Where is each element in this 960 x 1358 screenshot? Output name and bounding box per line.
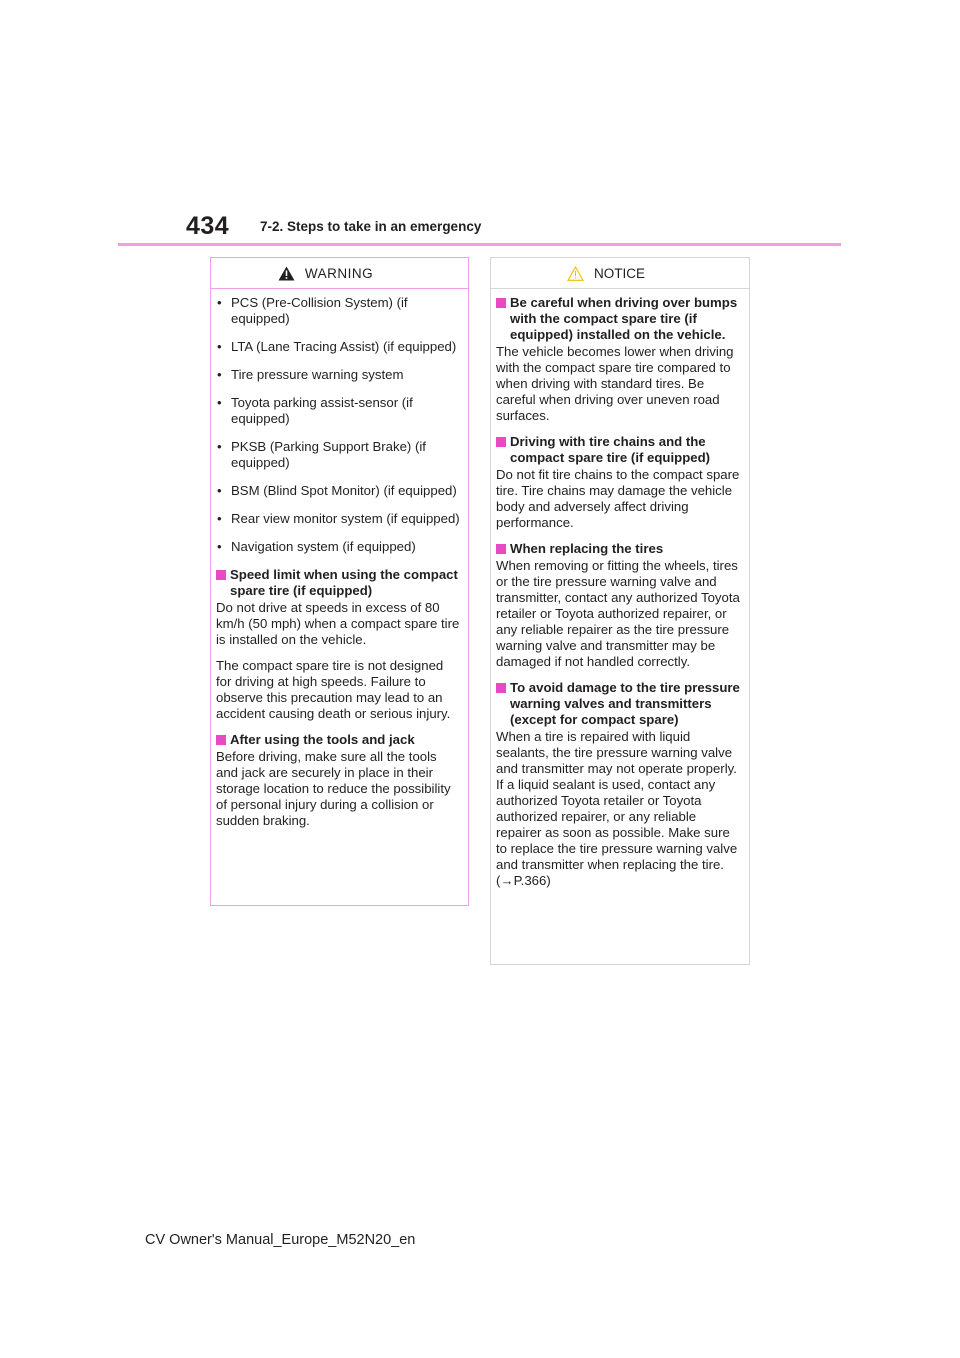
header-rule [118, 243, 841, 246]
section-title: 7-2. Steps to take in an emergency [260, 219, 482, 234]
warning-body [211, 289, 468, 829]
paragraph: Do not drive at speeds in excess of 80 km/h (50 mph) when a compact spare tire is installed on the vehicle. [216, 600, 460, 647]
bullet-dot: • [217, 295, 222, 310]
square-bullet-icon [496, 544, 506, 554]
section-heading [216, 567, 462, 599]
section-heading [216, 732, 462, 748]
list-item [216, 483, 462, 499]
paragraph: When removing or fitting the wheels, tires or the tire pressure warning valve and transmitter, contact any authorized Toyota retailer or Toyota authorized repairer, or any reliable repairer as the tire pressure warning valve and transmitter may be damaged if not handled correctly. [496, 558, 740, 669]
bullet-dot: • [217, 483, 222, 498]
list-item [216, 539, 462, 555]
list-item [216, 395, 462, 427]
notice-triangle-icon [567, 266, 584, 281]
section-heading-text: Speed limit when using the compact spare tire (if equipped) [230, 567, 458, 598]
list-item [216, 439, 462, 471]
bullet-dot: • [217, 539, 222, 554]
list-item-text: BSM (Blind Spot Monitor) (if equipped) [231, 483, 457, 498]
square-bullet-icon [216, 735, 226, 745]
notice-body [491, 289, 749, 889]
warning-title: WARNING [304, 265, 374, 281]
section-heading-text: When replacing the tires [510, 541, 664, 556]
square-bullet-icon [496, 437, 506, 447]
warning-box [210, 257, 469, 906]
bullet-dot: • [217, 511, 222, 526]
list-item [216, 367, 462, 383]
warning-triangle-icon [278, 266, 295, 281]
square-bullet-icon [496, 298, 506, 308]
section-heading-text: Driving with tire chains and the compact spare tire (if equipped) [510, 434, 711, 465]
bullet-dot: • [217, 339, 222, 354]
list-item [216, 339, 462, 355]
list-item-text: Tire pressure warning system [231, 367, 404, 382]
footer-manual-name: CV Owner's Manual_Europe_M52N20_en [145, 1232, 416, 1248]
section-heading [496, 295, 743, 343]
paragraph: When a tire is repaired with liquid sealants, the tire pressure warning valve and transmitter may not operate properly. If a liquid sealant is used, contact any authorized Toyota retailer or Toyota authorized repairer, or any reliable repairer as soon as possible. Make sure to replace the tire pressure warning valve and transmitter when replacing the tire. (→P.366) [496, 729, 738, 888]
square-bullet-icon [496, 683, 506, 693]
bullet-dot: • [217, 367, 222, 382]
section-heading [496, 434, 743, 466]
paragraph: Do not fit tire chains to the compact spare tire. Tire chains may damage the vehicle body and adversely affect driving performance. [496, 467, 740, 530]
list-item-text: Toyota parking assist-sensor (if equipped) [231, 395, 413, 426]
list-item-text: Rear view monitor system (if equipped) [231, 511, 460, 526]
list-item [216, 511, 462, 527]
bullet-dot: • [217, 439, 222, 454]
bullet-dot: • [217, 395, 222, 410]
notice-header [491, 258, 749, 289]
list-item-text: PKSB (Parking Support Brake) (if equipped) [231, 439, 426, 470]
list-item [216, 295, 462, 327]
paragraph: The compact spare tire is not designed for driving at high speeds. Failure to observe this precaution may lead to an accident causing death or serious injury. [216, 658, 451, 721]
notice-box [490, 257, 750, 965]
warning-header [211, 258, 468, 289]
notice-title: NOTICE [593, 265, 645, 281]
section-heading [496, 541, 743, 557]
section-heading-text: After using the tools and jack [230, 732, 415, 747]
section-heading-text: Be careful when driving over bumps with the compact spare tire (if equipped) installed on the vehicle. [510, 295, 738, 342]
paragraph: The vehicle becomes lower when driving with the compact spare tire compared to when driving with standard tires. Be careful when driving over uneven road surfaces. [496, 344, 734, 423]
list-item-text: Navigation system (if equipped) [231, 539, 416, 554]
paragraph: Before driving, make sure all the tools and jack are securely in place in their storage location to reduce the possibility of personal injury during a collision or sudden braking. [216, 749, 451, 828]
square-bullet-icon [216, 570, 226, 580]
page-number: 434 [186, 212, 230, 240]
section-heading [496, 680, 743, 728]
section-heading-text: To avoid damage to the tire pressure warning valves and transmitters (except for compact spare) [510, 680, 740, 727]
list-item-text: PCS (Pre-Collision System) (if equipped) [231, 295, 408, 326]
list-item-text: LTA (Lane Tracing Assist) (if equipped) [231, 339, 457, 354]
